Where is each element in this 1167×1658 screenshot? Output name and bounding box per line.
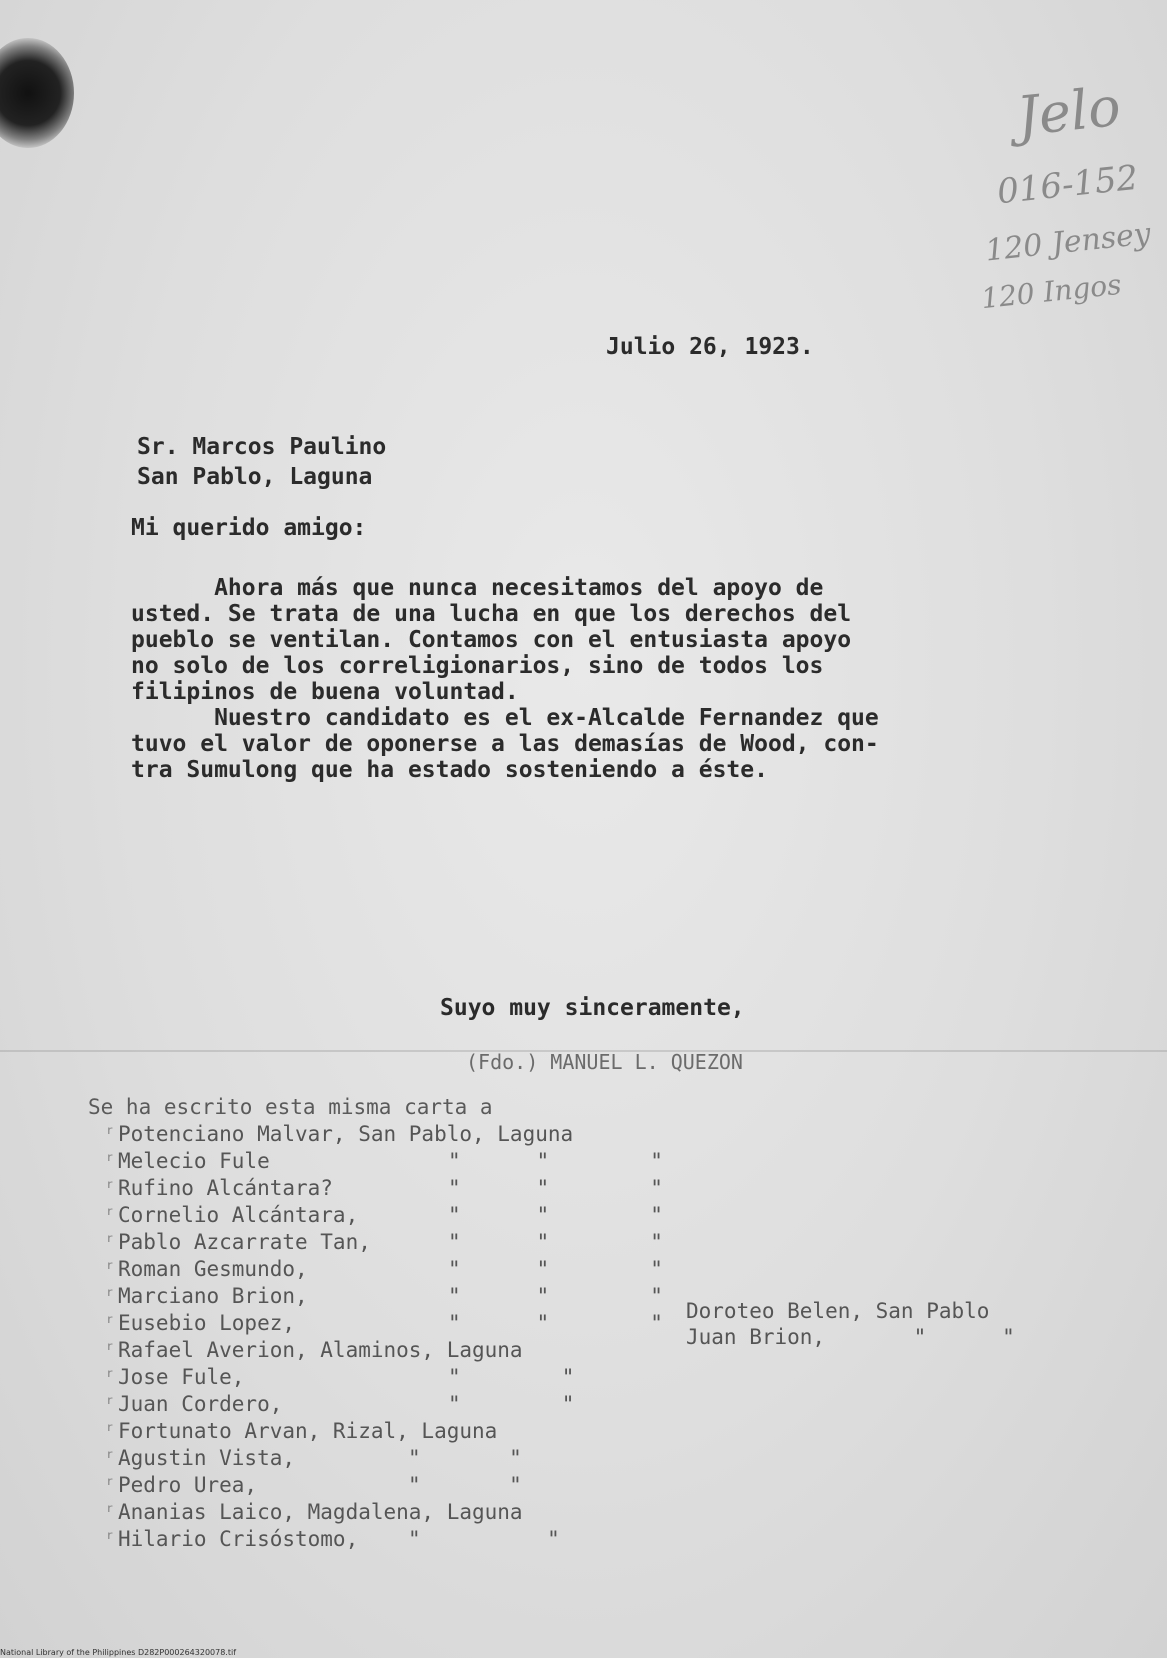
list-item: ʳ Hilario Crisóstomo, " " <box>104 1527 560 1551</box>
list-item: ʳ Fortunato Arvan, Rizal, Laguna <box>104 1419 498 1443</box>
letter-date: Julio 26, 1923. <box>606 334 814 360</box>
check-mark-icon: ʳ <box>104 1149 117 1173</box>
check-mark-icon: ʳ <box>104 1311 117 1335</box>
body-line: tuvo el valor de oponerse a las demasías de Wood, con- <box>131 731 879 757</box>
check-mark-icon: ʳ <box>104 1338 117 1362</box>
handwritten-note-1: Jelo <box>1013 74 1124 149</box>
check-mark-icon: ʳ <box>104 1230 117 1254</box>
check-mark-icon: ʳ <box>104 1419 117 1443</box>
body-line: Nuestro candidato es el ex-Alcalde Fernandez que <box>131 705 879 731</box>
check-mark-icon: ʳ <box>104 1365 117 1389</box>
side-line-1: Doroteo Belen, San Pablo <box>686 1299 990 1323</box>
recipient-address <box>137 432 386 492</box>
check-mark-icon: ʳ <box>104 1500 117 1524</box>
list-item: ʳ Rufino Alcántara? " " " <box>104 1176 663 1200</box>
handwritten-note-4: 120 Ingos <box>979 267 1123 316</box>
body-line: pueblo se ventilan. Contamos con el entusiasta apoyo <box>131 627 852 653</box>
check-mark-icon: ʳ <box>104 1392 117 1416</box>
body-line: filipinos de buena voluntad. <box>131 679 519 705</box>
list-item: ʳ Jose Fule, " " <box>104 1365 575 1389</box>
check-mark-icon: ʳ <box>104 1527 117 1551</box>
body-line: tra Sumulong que ha estado sosteniendo a éste. <box>131 757 768 783</box>
list-item: ʳ Cornelio Alcántara, " " " <box>104 1203 663 1227</box>
check-mark-icon: ʳ <box>104 1176 117 1200</box>
body-line: no solo de los correligionarios, sino de todos los <box>131 653 824 679</box>
closing: Suyo muy sinceramente, <box>440 995 745 1021</box>
list-item: ʳ Pedro Urea, " " <box>104 1473 522 1497</box>
copies-list <box>104 1122 663 1554</box>
body-line: usted. Se trata de una lucha en que los derechos del <box>131 601 852 627</box>
letter-body <box>131 575 991 783</box>
check-mark-icon: ʳ <box>104 1473 117 1497</box>
list-item: ʳ Marciano Brion, " " " <box>104 1284 663 1308</box>
check-mark-icon: ʳ <box>104 1446 117 1470</box>
list-item: ʳ Roman Gesmundo, " " " <box>104 1257 663 1281</box>
side-line-2: Juan Brion, " " <box>686 1325 1015 1349</box>
list-item: ʳ Agustin Vista, " " <box>104 1446 522 1470</box>
check-mark-icon: ʳ <box>104 1257 117 1281</box>
list-item: ʳ Rafael Averion, Alaminos, Laguna <box>104 1338 523 1362</box>
handwritten-notes <box>957 40 1153 316</box>
salutation: Mi querido amigo: <box>131 515 367 541</box>
check-mark-icon: ʳ <box>104 1203 117 1227</box>
handwritten-note-3: 120 Jensey <box>983 216 1153 269</box>
address-line-2: San Pablo, Laguna <box>137 464 373 490</box>
check-mark-icon: ʳ <box>104 1284 117 1308</box>
signature-line: (Fdo.) MANUEL L. QUEZON <box>466 1050 743 1074</box>
additional-recipients <box>686 1298 1015 1350</box>
ink-blot <box>0 38 74 148</box>
check-mark-icon: ʳ <box>104 1122 117 1146</box>
list-item: ʳ Ananias Laico, Magdalena, Laguna <box>104 1500 523 1524</box>
handwritten-note-2: 016-152 <box>995 157 1140 213</box>
copies-heading: Se ha escrito esta misma carta a <box>88 1095 493 1119</box>
list-item: ʳ Potenciano Malvar, San Pablo, Laguna <box>104 1122 574 1146</box>
list-item: ʳ Juan Cordero, " " <box>104 1392 575 1416</box>
list-item: ʳ Pablo Azcarrate Tan, " " " <box>104 1230 663 1254</box>
archive-footer: National Library of the Philippines D282P000264320078.tif <box>0 1648 237 1657</box>
list-item: ʳ Melecio Fule " " " <box>104 1149 663 1173</box>
address-line-1: Sr. Marcos Paulino <box>137 434 387 460</box>
body-line: Ahora más que nunca necesitamos del apoyo de <box>131 575 824 601</box>
list-item: ʳ Eusebio Lopez, " " " <box>104 1311 663 1335</box>
